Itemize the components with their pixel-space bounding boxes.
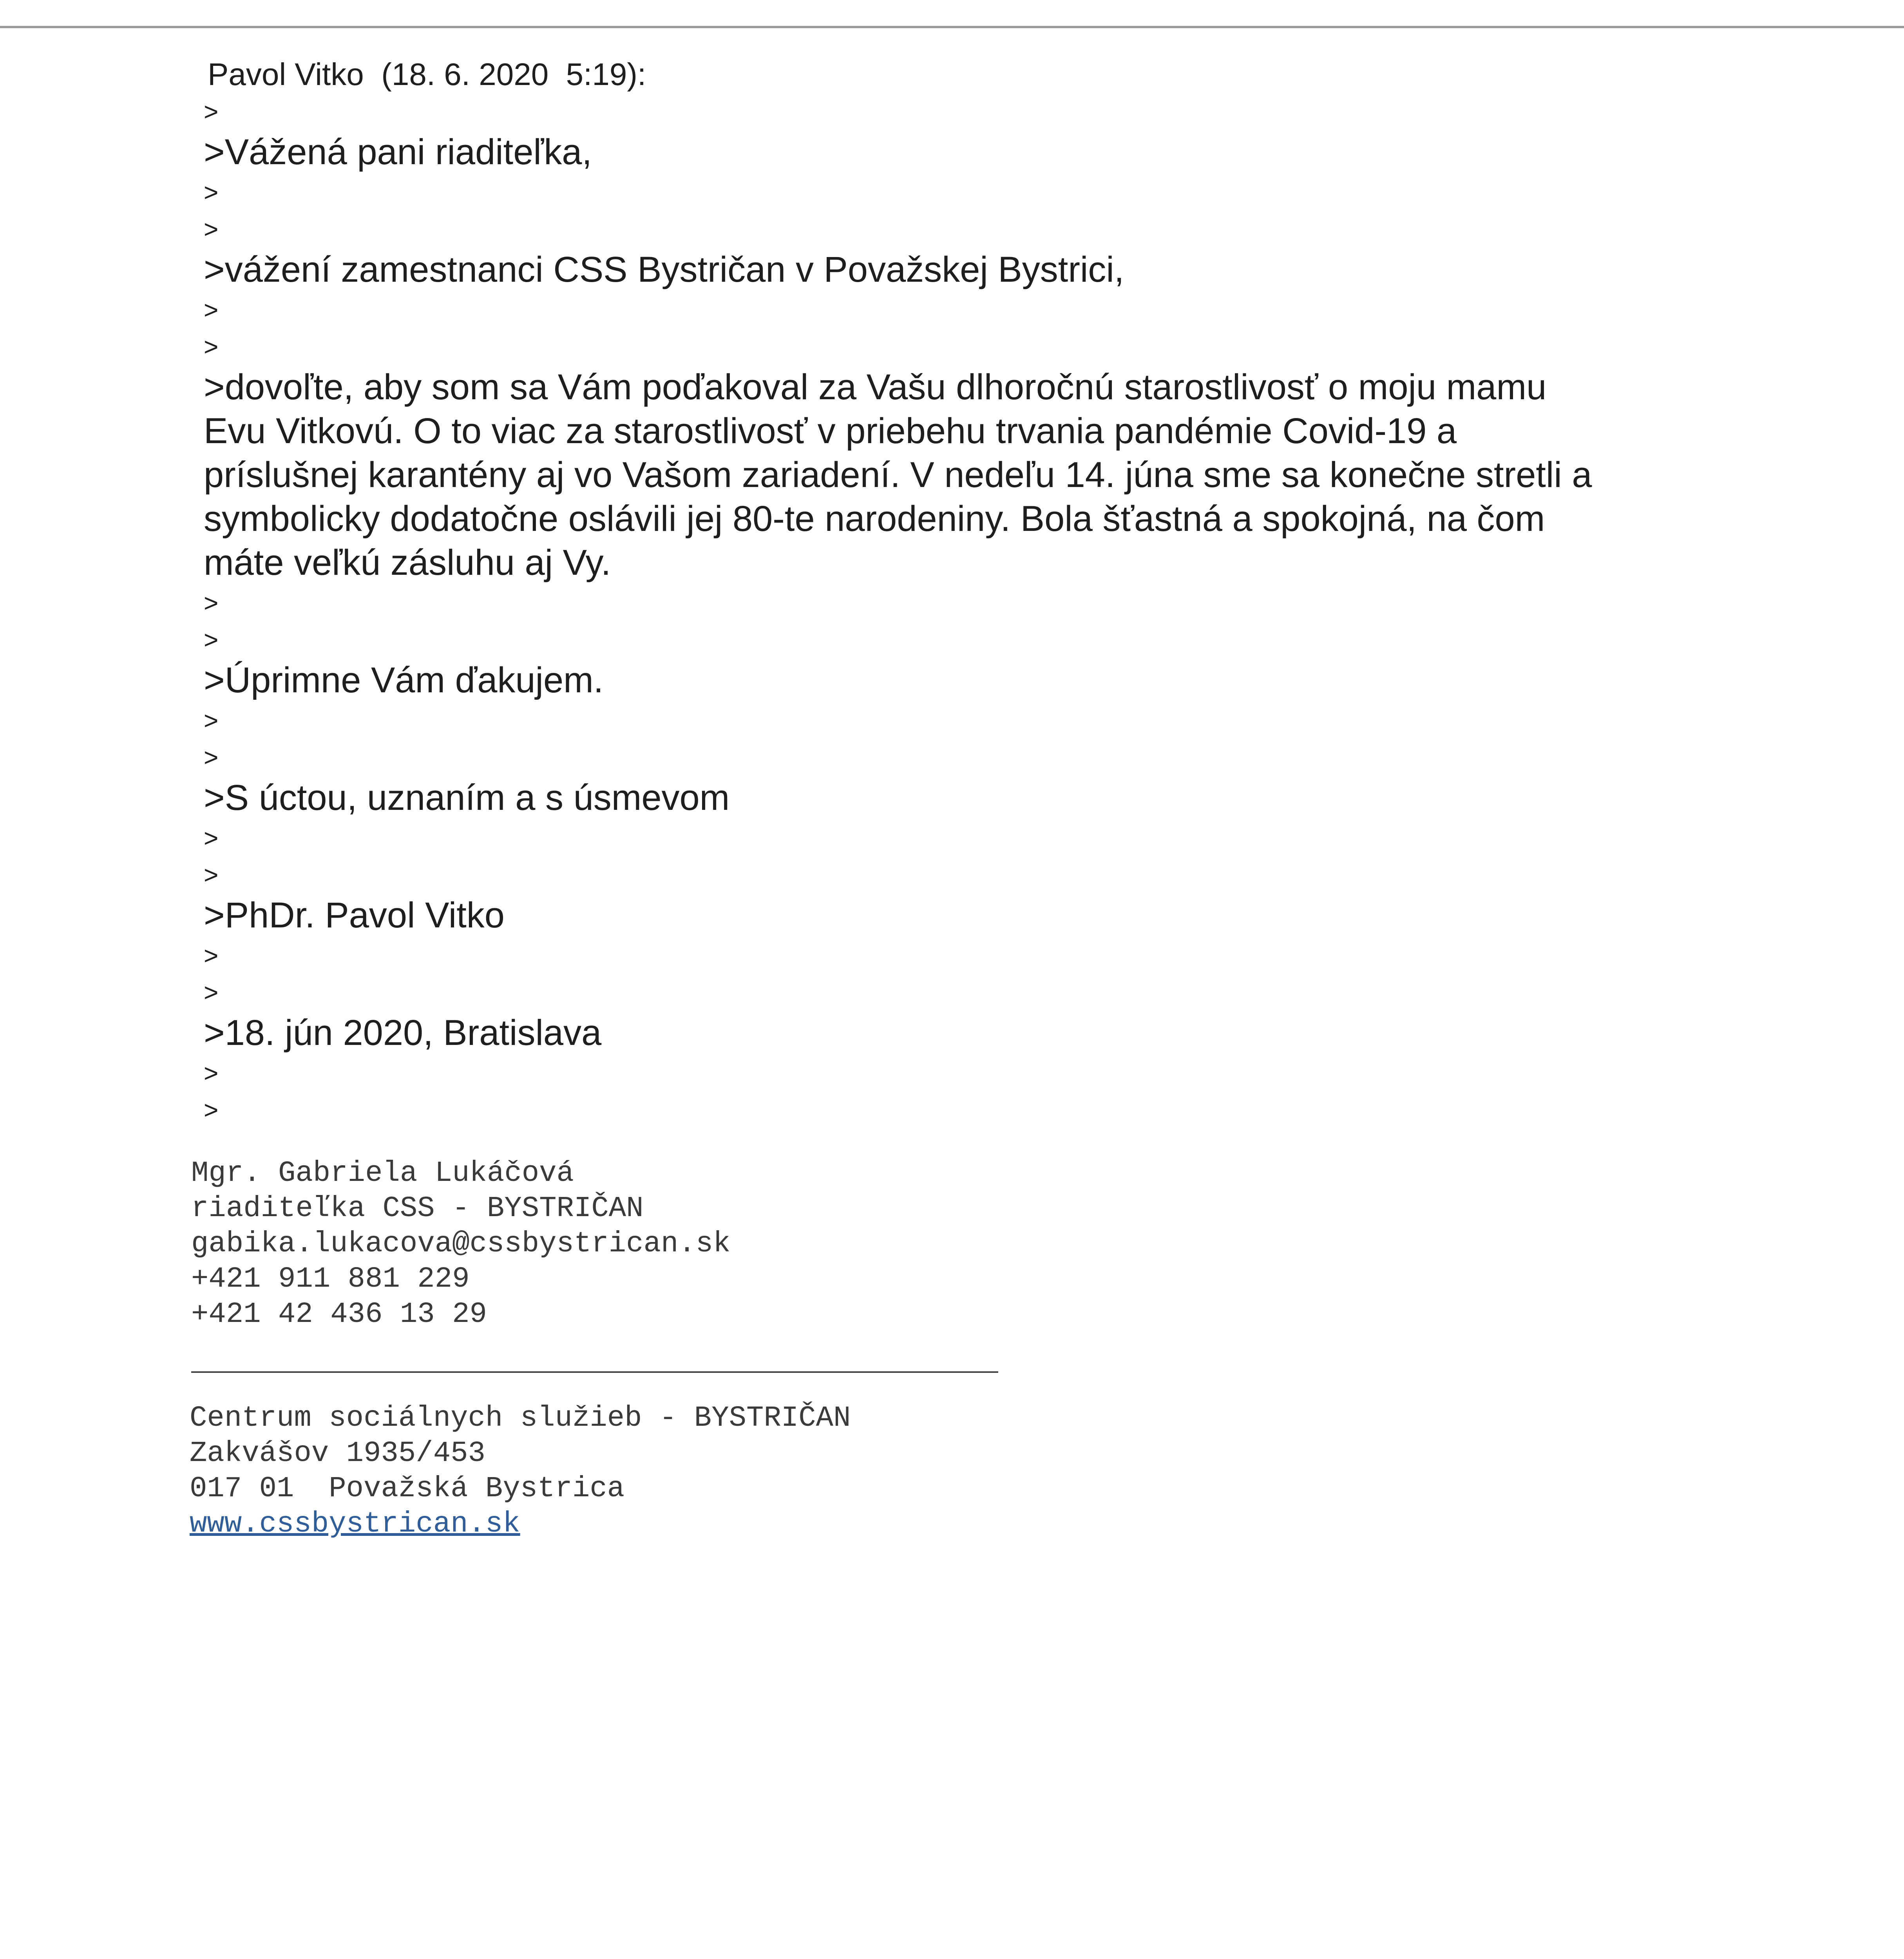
thanks-line: >Úprimne Vám ďakujem.	[204, 660, 604, 700]
closing-line: >S úctou, uznaním a s úsmevom	[204, 778, 730, 818]
body-line: máte veľkú zásluhu aj Vy.	[204, 543, 611, 583]
quote-marker: >	[204, 1059, 219, 1087]
signature-title: riaditeľka CSS - BYSTRIČAN	[191, 1192, 644, 1225]
signature-divider	[191, 1371, 998, 1373]
email-header	[208, 55, 646, 94]
body-line: príslušnej karantény aj vo Vašom zariadení. V nedeľu 14. júna sme sa konečne stretli a	[204, 455, 1592, 495]
signature-email[interactable]: gabika.lukacova@cssbystrican.sk	[191, 1228, 731, 1260]
quote-marker: >	[204, 215, 219, 243]
quote-marker: >	[204, 706, 219, 735]
quote-marker: >	[204, 178, 219, 206]
quote-marker: >	[204, 626, 219, 654]
top-rule	[0, 26, 1904, 28]
company-website-link[interactable]: www.cssbystrican.sk	[190, 1508, 520, 1541]
signer-line: >PhDr. Pavol Vitko	[204, 895, 505, 935]
quote-marker: >	[204, 743, 219, 771]
body-line: Evu Vitkovú. O to viac za starostlivosť v priebehu trvania pandémie Covid-19 a	[204, 411, 1457, 451]
quoted-message	[204, 93, 1771, 1128]
body-line: symbolicky dodatočne oslávili jej 80-te narodeniny. Bola šťastná a spokojná, na čom	[204, 499, 1545, 539]
place-date-line: >18. jún 2020, Bratislava	[204, 1013, 602, 1053]
quote-marker: >	[204, 978, 219, 1007]
sender-name: Pavol Vitko	[208, 57, 364, 92]
quote-marker: >	[204, 589, 219, 617]
addressees: >vážení zamestnanci CSS Bystričan v Považskej Bystrici,	[204, 250, 1124, 290]
quote-marker: >	[204, 941, 219, 970]
signature-phone-mobile: +421 911 881 229	[191, 1263, 470, 1296]
quote-marker: >	[204, 98, 219, 126]
quote-marker: >	[204, 296, 219, 324]
email-signature	[191, 1156, 731, 1332]
quote-marker: >	[204, 861, 219, 889]
quote-marker: >	[204, 1096, 219, 1124]
sent-date: (18. 6. 2020 5:19):	[381, 57, 646, 92]
salutation: >Vážená pani riaditeľka,	[204, 132, 592, 172]
body-line: >dovoľte, aby som sa Vám poďakoval za Vašu dlhoročnú starostlivosť o moju mamu	[204, 367, 1547, 407]
company-name: Centrum sociálnych služieb - BYSTRIČAN	[190, 1402, 851, 1435]
quote-marker: >	[204, 333, 219, 361]
company-block	[190, 1401, 851, 1542]
signature-phone-office: +421 42 436 13 29	[191, 1298, 487, 1331]
company-street: Zakvášov 1935/453	[190, 1437, 485, 1470]
company-city: 017 01 Považská Bystrica	[190, 1472, 625, 1505]
quote-marker: >	[204, 824, 219, 852]
signature-name: Mgr. Gabriela Lukáčová	[191, 1157, 574, 1190]
